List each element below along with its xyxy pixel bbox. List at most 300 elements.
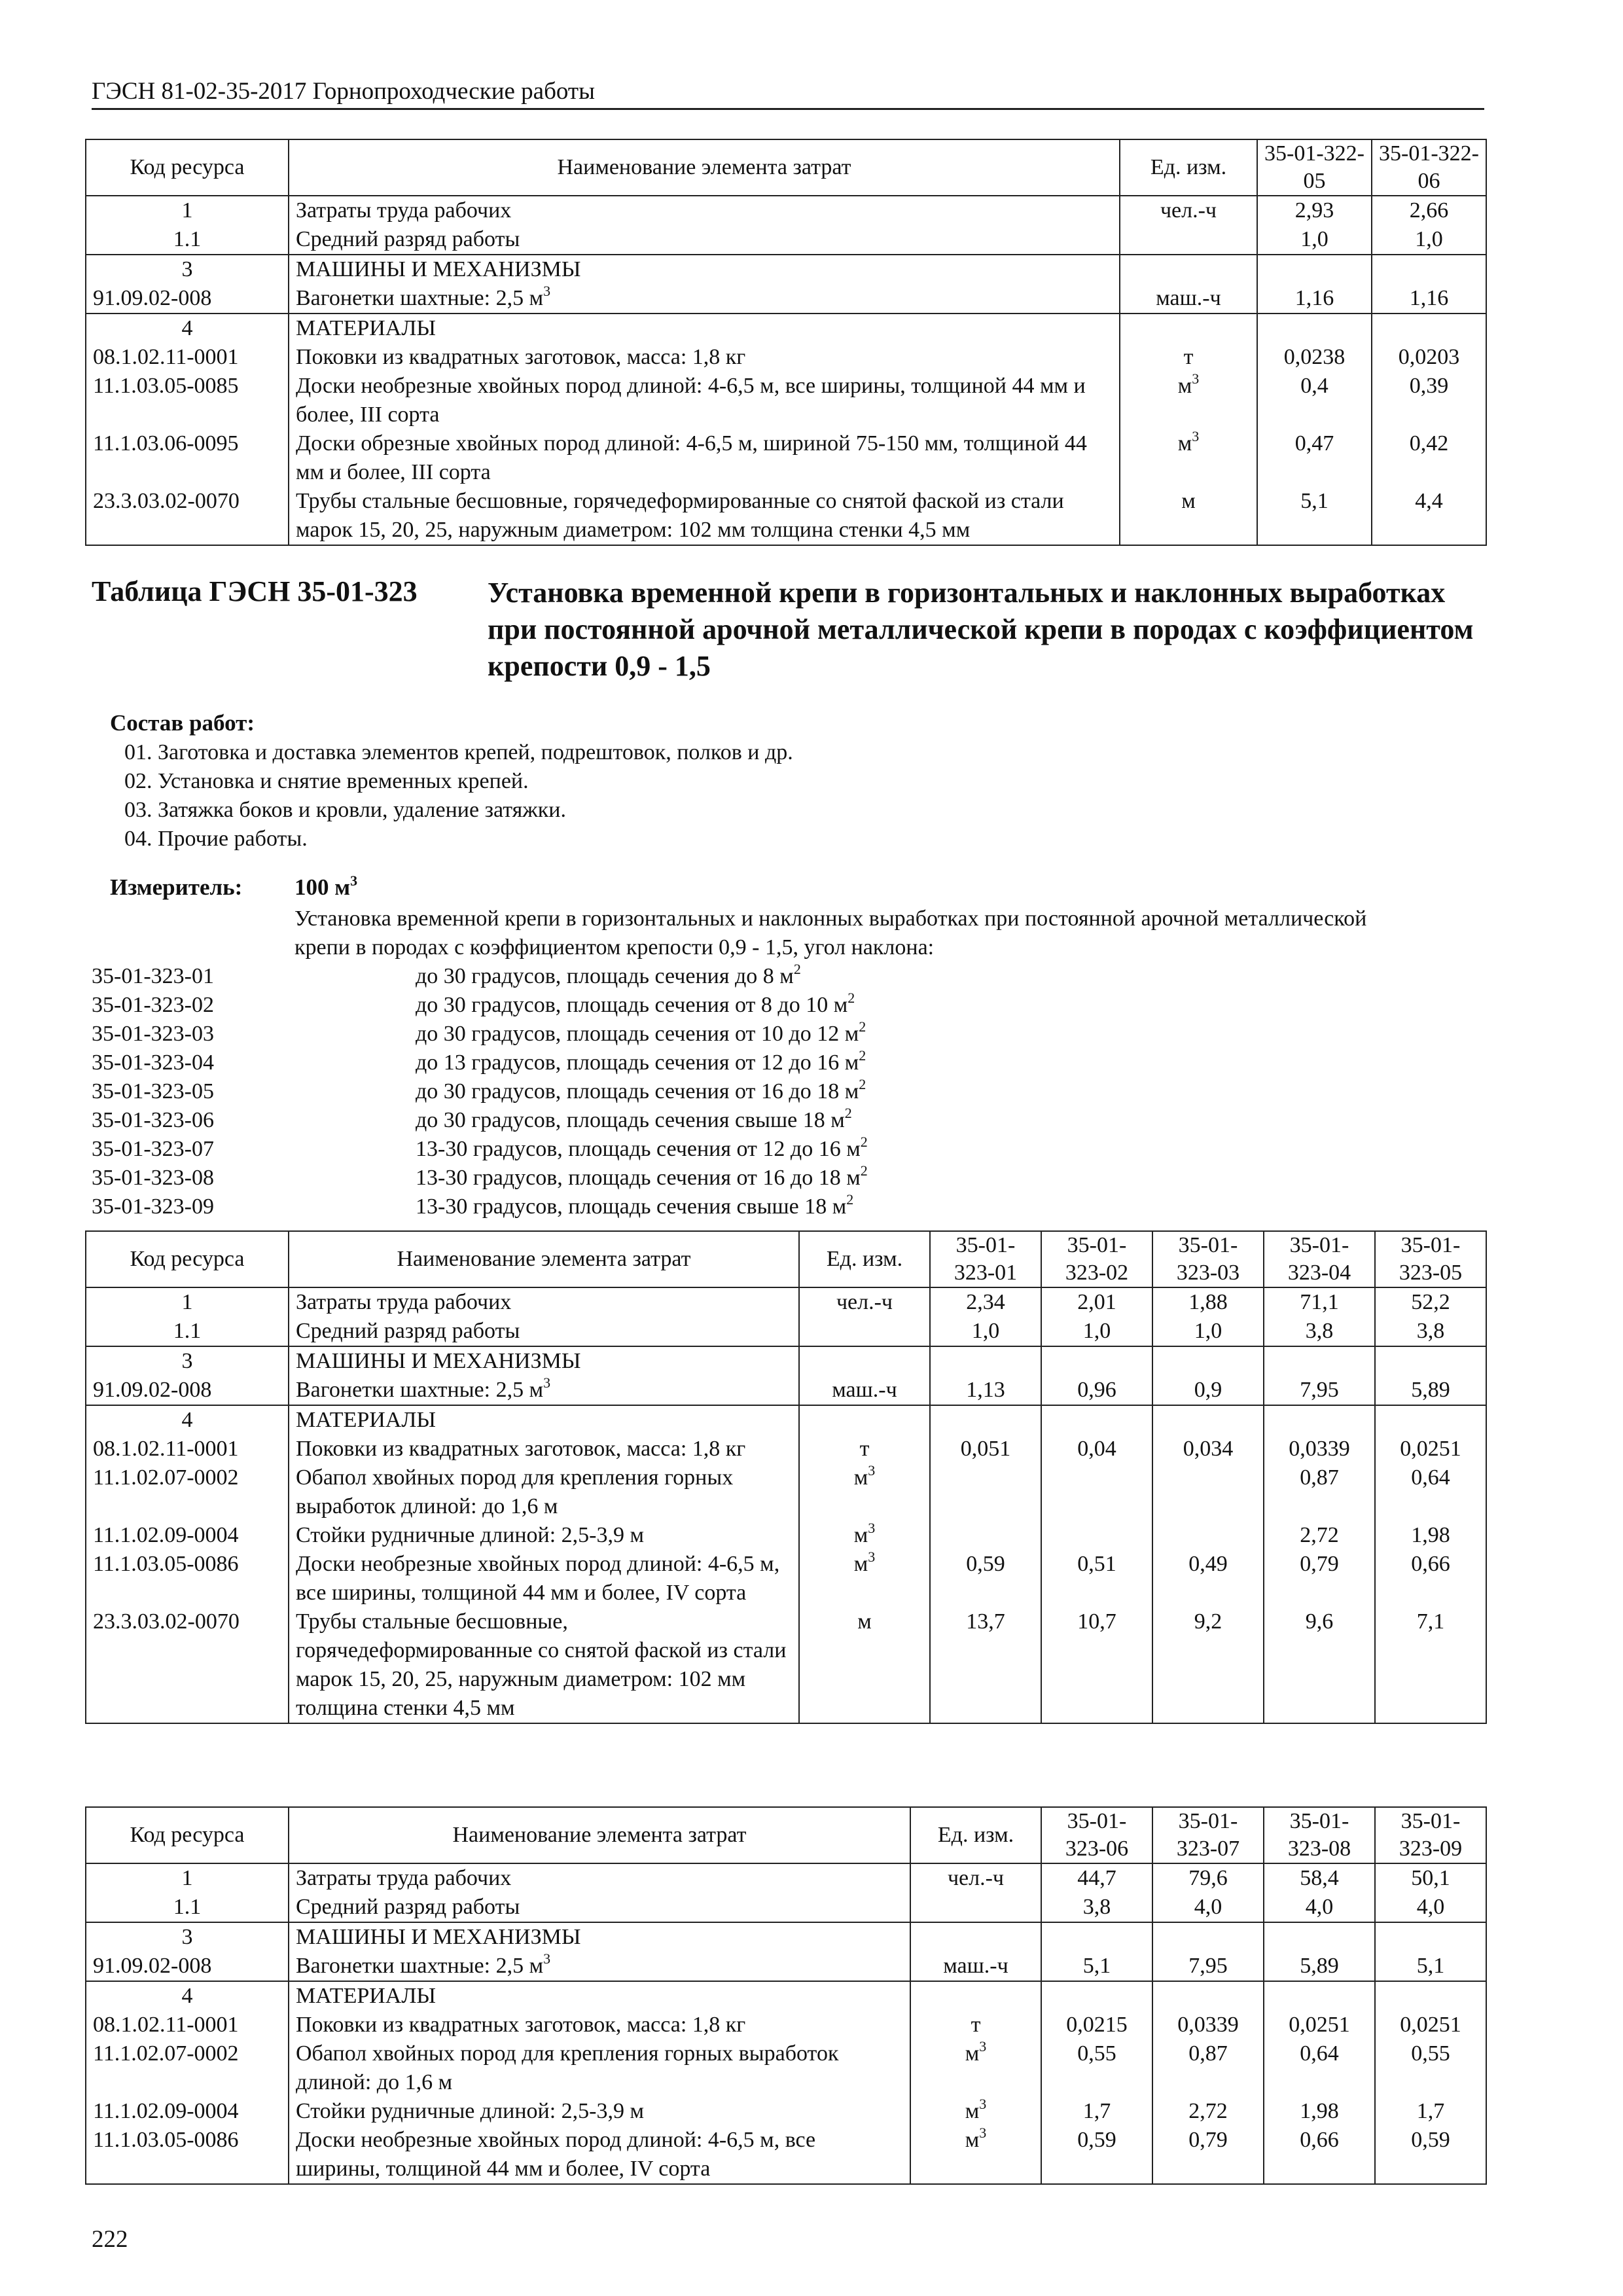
resource-name-text: Доски необрезные хвойных пород длиной: 4-6,5 м, все ширины, толщиной 44 мм и более, IV сорта bbox=[296, 2128, 816, 2181]
norm-code: 35-01-323-09 bbox=[92, 1194, 214, 1219]
norm-value bbox=[1264, 1922, 1375, 1952]
norm-value: 3,8 bbox=[1264, 1317, 1375, 1346]
table-row bbox=[86, 196, 1486, 225]
norm-value: 0,0215 bbox=[1041, 2011, 1152, 2039]
norm-code: 35-01-323-01 bbox=[92, 964, 214, 988]
norm-value: 0,4 bbox=[1257, 372, 1372, 429]
norm-value bbox=[1264, 1346, 1375, 1376]
superscript: 3 bbox=[543, 283, 551, 299]
resource-unit-text: чел.-ч bbox=[836, 1290, 893, 1314]
resource-name-text: Доски необрезные хвойных пород длиной: 4-6,5 м, все ширины, толщиной 44 мм и более, III сорта bbox=[296, 374, 1086, 427]
col-header-code: Код ресурса bbox=[86, 139, 289, 196]
resource-unit bbox=[910, 1952, 1041, 1981]
table-row bbox=[86, 1287, 1486, 1317]
resource-code: 11.1.02.07-0002 bbox=[86, 2039, 289, 2097]
table-row bbox=[86, 1952, 1486, 1981]
norm-code-text: до 30 градусов, площадь сечения от 16 до 18 м bbox=[416, 1079, 859, 1103]
norm-value: 4,0 bbox=[1264, 1893, 1375, 1922]
norm-value: 1,13 bbox=[930, 1376, 1041, 1405]
resource-unit bbox=[910, 1863, 1041, 1893]
col-header-name: Наименование элемента затрат bbox=[289, 1807, 910, 1863]
resource-code: 08.1.02.11-0001 bbox=[86, 2011, 289, 2039]
resource-unit bbox=[799, 1435, 930, 1463]
resource-unit-text: м bbox=[1177, 431, 1192, 456]
resource-name bbox=[289, 1376, 799, 1405]
work-composition-list bbox=[124, 738, 793, 853]
resource-name-text: Доски необрезные хвойных пород длиной: 4-6,5 м, все ширины, толщиной 44 мм и более, IV сорта bbox=[296, 1552, 780, 1605]
resource-table-323-b bbox=[85, 1806, 1487, 2185]
norm-code-desc bbox=[330, 1020, 866, 1049]
norm-value bbox=[1152, 1346, 1264, 1376]
resource-unit bbox=[910, 2126, 1041, 2184]
col-header-norm: 35-01-322-05 bbox=[1257, 139, 1372, 196]
resource-code: 3 bbox=[86, 255, 289, 284]
resource-name bbox=[289, 314, 1120, 343]
table-row bbox=[86, 314, 1486, 343]
resource-code: 4 bbox=[86, 1405, 289, 1435]
table-row bbox=[86, 1922, 1486, 1952]
work-item: 01. Заготовка и доставка элементов крепей, подрештовок, полков и др. bbox=[124, 740, 793, 764]
col-header-unit: Ед. изм. bbox=[799, 1231, 930, 1287]
norm-value: 2,72 bbox=[1152, 2097, 1264, 2126]
norm-value: 0,66 bbox=[1264, 2126, 1375, 2184]
resource-unit-text: маш.-ч bbox=[943, 1954, 1008, 1978]
resource-code: 4 bbox=[86, 1981, 289, 2011]
norm-value bbox=[930, 1521, 1041, 1550]
resource-name bbox=[289, 429, 1120, 487]
superscript: 2 bbox=[793, 961, 801, 977]
superscript: 3 bbox=[1192, 428, 1200, 444]
resource-name bbox=[289, 1981, 910, 2011]
col-header-norm: 35-01-323-09 bbox=[1375, 1807, 1486, 1863]
superscript: 3 bbox=[979, 2125, 987, 2141]
resource-code: 1 bbox=[86, 196, 289, 225]
table-row bbox=[86, 1346, 1486, 1376]
resource-name bbox=[289, 1607, 799, 1723]
norm-value: 1,0 bbox=[1041, 1317, 1152, 1346]
superscript: 3 bbox=[979, 2096, 987, 2112]
resource-code: 1.1 bbox=[86, 225, 289, 255]
resource-name-text: Вагонетки шахтные: 2,5 м bbox=[296, 1378, 544, 1402]
table-row bbox=[86, 2039, 1486, 2097]
resource-name-text: МАТЕРИАЛЫ bbox=[296, 1984, 437, 2008]
norm-code-item bbox=[92, 962, 868, 991]
measure-label: Измеритель: bbox=[110, 874, 243, 900]
resource-unit bbox=[1120, 314, 1257, 343]
resource-name-text: Поковки из квадратных заготовок, масса: 1,8 кг bbox=[296, 2013, 746, 2037]
superscript: 3 bbox=[979, 2038, 987, 2054]
resource-code: 11.1.02.09-0004 bbox=[86, 2097, 289, 2126]
norm-value: 4,0 bbox=[1152, 1893, 1264, 1922]
resource-unit bbox=[799, 1405, 930, 1435]
resource-name bbox=[289, 1405, 799, 1435]
norm-value bbox=[1152, 1405, 1264, 1435]
resource-unit bbox=[910, 1893, 1041, 1922]
resource-name-text: Средний разряд работы bbox=[296, 1319, 520, 1343]
norm-code-item bbox=[92, 991, 868, 1020]
norm-value: 52,2 bbox=[1375, 1287, 1486, 1317]
norm-value: 0,55 bbox=[1375, 2039, 1486, 2097]
resource-name-text: Трубы стальные бесшовные, горячедеформированные со снятой фаской из стали марок 15, 20, 25, наружным диаметром: 102 мм толщина стенки 4,5 мм bbox=[296, 489, 1064, 542]
norm-code-text: 13-30 градусов, площадь сечения свыше 18 м bbox=[416, 1194, 847, 1219]
resource-unit bbox=[799, 1346, 930, 1376]
norm-value: 0,64 bbox=[1375, 1463, 1486, 1521]
col-header-norm: 35-01-323-07 bbox=[1152, 1807, 1264, 1863]
norm-value: 3,8 bbox=[1041, 1893, 1152, 1922]
resource-unit bbox=[910, 1981, 1041, 2011]
col-header-code: Код ресурса bbox=[86, 1231, 289, 1287]
norm-code-item bbox=[92, 1193, 868, 1221]
col-header-name: Наименование элемента затрат bbox=[289, 139, 1120, 196]
norm-value: 0,66 bbox=[1375, 1550, 1486, 1607]
resource-unit-text: чел.-ч bbox=[947, 1866, 1005, 1890]
resource-name-text: МАТЕРИАЛЫ bbox=[296, 316, 437, 340]
resource-unit bbox=[910, 2011, 1041, 2039]
norm-value: 0,79 bbox=[1152, 2126, 1264, 2184]
norm-value: 10,7 bbox=[1041, 1607, 1152, 1723]
norm-value: 1,0 bbox=[1372, 225, 1486, 255]
resource-unit bbox=[910, 2039, 1041, 2097]
resource-name bbox=[289, 2126, 910, 2184]
resource-unit-text: м bbox=[857, 1609, 872, 1634]
norm-code-desc bbox=[330, 1164, 868, 1193]
resource-code: 3 bbox=[86, 1922, 289, 1952]
resource-name-text: Средний разряд работы bbox=[296, 227, 520, 251]
table-row bbox=[86, 255, 1486, 284]
norm-value: 1,0 bbox=[1152, 1317, 1264, 1346]
resource-name bbox=[289, 225, 1120, 255]
resource-code: 91.09.02-008 bbox=[86, 1952, 289, 1981]
norm-code: 35-01-323-05 bbox=[92, 1079, 214, 1103]
resource-name-text: МАШИНЫ И МЕХАНИЗМЫ bbox=[296, 1349, 581, 1373]
resource-name bbox=[289, 1463, 799, 1521]
norm-value: 0,47 bbox=[1257, 429, 1372, 487]
resource-unit bbox=[799, 1376, 930, 1405]
col-header-norm: 35-01-323-08 bbox=[1264, 1807, 1375, 1863]
resource-unit bbox=[1120, 429, 1257, 487]
resource-name-text: Стойки рудничные длиной: 2,5-3,9 м bbox=[296, 1523, 645, 1547]
table-row bbox=[86, 1463, 1486, 1521]
col-header-norm: 35-01-322-06 bbox=[1372, 139, 1486, 196]
norm-code-item bbox=[92, 1164, 868, 1193]
resource-code: 11.1.03.05-0086 bbox=[86, 2126, 289, 2184]
norm-value: 3,8 bbox=[1375, 1317, 1486, 1346]
resource-unit-text: м bbox=[853, 1523, 868, 1547]
norm-value: 5,1 bbox=[1041, 1952, 1152, 1981]
col-header-norm: 35-01-323-01 bbox=[930, 1231, 1041, 1287]
norm-value: 1,7 bbox=[1041, 2097, 1152, 2126]
table-row bbox=[86, 225, 1486, 255]
superscript: 2 bbox=[859, 1076, 866, 1092]
measure-value: 100 $м^3$ bbox=[294, 872, 358, 900]
norm-value bbox=[930, 1405, 1041, 1435]
resource-unit-text: маш.-ч bbox=[832, 1378, 897, 1402]
col-header-unit: Ед. изм. bbox=[1120, 139, 1257, 196]
resource-name-text: Обапол хвойных пород для крепления горных выработок длиной: до 1,6 м bbox=[296, 1465, 734, 1518]
norm-value: 50,1 bbox=[1375, 1863, 1486, 1893]
norm-code-item bbox=[92, 1020, 868, 1049]
table-row bbox=[86, 343, 1486, 372]
resource-name-text: Средний разряд работы bbox=[296, 1895, 520, 1919]
table-label: Таблица ГЭСН 35-01-323 bbox=[92, 575, 418, 607]
norm-value bbox=[1257, 314, 1372, 343]
norm-value: 1,88 bbox=[1152, 1287, 1264, 1317]
norm-value bbox=[1041, 1346, 1152, 1376]
resource-name-text: Доски обрезные хвойных пород длиной: 4-6,5 м, шириной 75-150 мм, толщиной 44 мм и более, III сорта bbox=[296, 431, 1087, 484]
norm-code-text: до 30 градусов, площадь сечения от 8 до 10 м bbox=[416, 993, 848, 1017]
norm-value bbox=[1041, 1463, 1152, 1521]
norm-value: 0,87 bbox=[1152, 2039, 1264, 2097]
col-header-norm: 35-01-323-06 bbox=[1041, 1807, 1152, 1863]
resource-code: 1 bbox=[86, 1863, 289, 1893]
norm-value bbox=[1375, 1981, 1486, 2011]
norm-value: 2,93 bbox=[1257, 196, 1372, 225]
table-row bbox=[86, 1550, 1486, 1607]
resource-unit bbox=[910, 2097, 1041, 2126]
superscript: 2 bbox=[860, 1162, 868, 1179]
norm-code-text: до 30 градусов, площадь сечения до 8 м bbox=[416, 964, 794, 988]
norm-code-desc bbox=[330, 991, 855, 1020]
norm-value: 5,89 bbox=[1375, 1376, 1486, 1405]
norm-code-item bbox=[92, 1135, 868, 1164]
norm-value: 0,59 bbox=[930, 1550, 1041, 1607]
norm-value: 5,1 bbox=[1375, 1952, 1486, 1981]
norm-code: 35-01-323-08 bbox=[92, 1166, 214, 1190]
norm-value: 0,59 bbox=[1041, 2126, 1152, 2184]
resource-name-text: Трубы стальные бесшовные, горячедеформированные со снятой фаской из стали марок 15, 20, 25, наружным диаметром: 102 мм толщина стенки 4,5 мм bbox=[296, 1609, 787, 1720]
resource-unit bbox=[799, 1317, 930, 1346]
resource-unit-text: т bbox=[859, 1437, 870, 1461]
resource-name-text: Затраты труда рабочих bbox=[296, 1290, 512, 1314]
norm-code-text: до 30 градусов, площадь сечения свыше 18 м bbox=[416, 1108, 845, 1132]
norm-value: 2,72 bbox=[1264, 1521, 1375, 1550]
resource-name bbox=[289, 1435, 799, 1463]
resource-unit bbox=[799, 1521, 930, 1550]
resource-name-text: Затраты труда рабочих bbox=[296, 198, 512, 223]
resource-code: 1.1 bbox=[86, 1317, 289, 1346]
norm-value: 0,0203 bbox=[1372, 343, 1486, 372]
norm-value: 1,0 bbox=[1257, 225, 1372, 255]
col-header-norm: 35-01-323-03 bbox=[1152, 1231, 1264, 1287]
norm-value: 0,79 bbox=[1264, 1550, 1375, 1607]
table-row bbox=[86, 429, 1486, 487]
norm-value: 13,7 bbox=[930, 1607, 1041, 1723]
superscript: 2 bbox=[859, 1047, 866, 1064]
resource-code: 11.1.03.05-0086 bbox=[86, 1550, 289, 1607]
resource-unit bbox=[1120, 225, 1257, 255]
norm-value bbox=[1041, 1405, 1152, 1435]
table-row bbox=[86, 1435, 1486, 1463]
col-header-unit: Ед. изм. bbox=[910, 1807, 1041, 1863]
col-header-name: Наименование элемента затрат bbox=[289, 1231, 799, 1287]
norm-value: 2,34 bbox=[930, 1287, 1041, 1317]
resource-unit-text: т bbox=[1183, 345, 1194, 369]
resource-name bbox=[289, 343, 1120, 372]
superscript: 2 bbox=[859, 1018, 866, 1035]
norm-value: 0,0251 bbox=[1264, 2011, 1375, 2039]
resource-name bbox=[289, 1893, 910, 1922]
resource-unit-text: м bbox=[853, 1552, 868, 1576]
resource-code: 1.1 bbox=[86, 1893, 289, 1922]
norm-value: 0,51 bbox=[1041, 1550, 1152, 1607]
resource-name-text: МАШИНЫ И МЕХАНИЗМЫ bbox=[296, 257, 581, 281]
table-row bbox=[86, 487, 1486, 545]
resource-code: 11.1.03.05-0085 bbox=[86, 372, 289, 429]
superscript: 3 bbox=[868, 1520, 876, 1536]
resource-unit bbox=[1120, 487, 1257, 545]
norm-value: 0,39 bbox=[1372, 372, 1486, 429]
table-row bbox=[86, 2097, 1486, 2126]
table-row bbox=[86, 1893, 1486, 1922]
resource-name bbox=[289, 1550, 799, 1607]
norm-value bbox=[1041, 1981, 1152, 2011]
norm-value: 9,2 bbox=[1152, 1607, 1264, 1723]
norm-code-text: 13-30 градусов, площадь сечения от 12 до 16 м bbox=[416, 1137, 861, 1161]
norm-value: 0,42 bbox=[1372, 429, 1486, 487]
resource-name bbox=[289, 1952, 910, 1981]
resource-name bbox=[289, 1317, 799, 1346]
norm-value: 0,051 bbox=[930, 1435, 1041, 1463]
superscript: 3 bbox=[543, 1374, 551, 1391]
norm-code-item bbox=[92, 1049, 868, 1077]
norm-code-desc bbox=[330, 1193, 853, 1221]
col-header-norm: 35-01-323-02 bbox=[1041, 1231, 1152, 1287]
superscript: 3 bbox=[868, 1462, 876, 1479]
resource-unit bbox=[1120, 284, 1257, 314]
resource-code: 11.1.02.07-0002 bbox=[86, 1463, 289, 1521]
norm-value: 0,0251 bbox=[1375, 1435, 1486, 1463]
norm-value bbox=[1372, 314, 1486, 343]
resource-code: 08.1.02.11-0001 bbox=[86, 343, 289, 372]
resource-unit bbox=[799, 1607, 930, 1723]
norm-value: 0,034 bbox=[1152, 1435, 1264, 1463]
resource-unit-text: м bbox=[853, 1465, 868, 1490]
resource-unit bbox=[1120, 255, 1257, 284]
norm-value: 5,1 bbox=[1257, 487, 1372, 545]
norm-value: 0,0339 bbox=[1264, 1435, 1375, 1463]
work-item: 03. Затяжка боков и кровли, удаление затяжки. bbox=[124, 798, 566, 822]
norm-value bbox=[1264, 1405, 1375, 1435]
resource-unit-text: м bbox=[965, 2128, 980, 2152]
resource-code: 1 bbox=[86, 1287, 289, 1317]
norm-code-desc bbox=[330, 962, 801, 991]
resource-name-text: Обапол хвойных пород для крепления горных выработок длиной: до 1,6 м bbox=[296, 2041, 839, 2094]
norm-value bbox=[1372, 255, 1486, 284]
norm-code: 35-01-323-03 bbox=[92, 1022, 214, 1046]
norm-value bbox=[1375, 1346, 1486, 1376]
table-row bbox=[86, 372, 1486, 429]
table-row bbox=[86, 1376, 1486, 1405]
norm-code-item bbox=[92, 1106, 868, 1135]
norm-code: 35-01-323-02 bbox=[92, 993, 214, 1017]
norm-value: 0,0339 bbox=[1152, 2011, 1264, 2039]
resource-unit bbox=[1120, 372, 1257, 429]
table-row bbox=[86, 284, 1486, 314]
work-item: 04. Прочие работы. bbox=[124, 827, 308, 851]
norm-code-desc bbox=[330, 1135, 868, 1164]
norm-value bbox=[1041, 1922, 1152, 1952]
norm-value: 0,96 bbox=[1041, 1376, 1152, 1405]
resource-unit bbox=[799, 1287, 930, 1317]
norm-value: 1,16 bbox=[1372, 284, 1486, 314]
norm-code-desc bbox=[330, 1049, 866, 1077]
resource-unit bbox=[910, 1922, 1041, 1952]
resource-code: 11.1.03.06-0095 bbox=[86, 429, 289, 487]
norm-value: 0,64 bbox=[1264, 2039, 1375, 2097]
norm-value: 0,0251 bbox=[1375, 2011, 1486, 2039]
page-header: ГЭСН 81-02-35-2017 Горнопроходческие работы bbox=[92, 77, 1484, 110]
resource-unit-text: м bbox=[965, 2041, 980, 2066]
resource-name bbox=[289, 255, 1120, 284]
norm-value bbox=[1257, 255, 1372, 284]
resource-unit-text: чел.-ч bbox=[1160, 198, 1217, 223]
resource-unit-text: т bbox=[971, 2013, 981, 2037]
resource-name bbox=[289, 284, 1120, 314]
superscript: 3 bbox=[543, 1950, 551, 1967]
superscript: 2 bbox=[860, 1134, 868, 1150]
resource-code: 08.1.02.11-0001 bbox=[86, 1435, 289, 1463]
resource-name-text: Вагонетки шахтные: 2,5 м bbox=[296, 286, 544, 310]
norm-code-item bbox=[92, 1077, 868, 1106]
resource-name bbox=[289, 487, 1120, 545]
col-header-norm: 35-01-323-04 bbox=[1264, 1231, 1375, 1287]
table-title: Установка временной крепи в горизонтальных и наклонных выработках при постоянной арочной металлической крепи в породах с коэффициентом крепости 0,9 - 1,5 bbox=[488, 577, 1474, 682]
norm-value bbox=[1375, 1405, 1486, 1435]
resource-name-text: МАШИНЫ И МЕХАНИЗМЫ bbox=[296, 1925, 581, 1949]
resource-code: 3 bbox=[86, 1346, 289, 1376]
superscript: 3 bbox=[1192, 370, 1200, 387]
norm-value: 71,1 bbox=[1264, 1287, 1375, 1317]
norm-value: 1,0 bbox=[930, 1317, 1041, 1346]
norm-value: 79,6 bbox=[1152, 1863, 1264, 1893]
norm-value: 4,4 bbox=[1372, 487, 1486, 545]
norm-value: 4,0 bbox=[1375, 1893, 1486, 1922]
norm-value: 44,7 bbox=[1041, 1863, 1152, 1893]
norm-value bbox=[930, 1463, 1041, 1521]
norm-code-list bbox=[92, 962, 868, 1221]
resource-code: 23.3.03.02-0070 bbox=[86, 1607, 289, 1723]
norm-code-text: 13-30 градусов, площадь сечения от 16 до 18 м bbox=[416, 1166, 861, 1190]
resource-name bbox=[289, 2097, 910, 2126]
resource-name bbox=[289, 1922, 910, 1952]
resource-unit-text: маш.-ч bbox=[1156, 286, 1221, 310]
norm-value: 0,9 bbox=[1152, 1376, 1264, 1405]
table-row bbox=[86, 1521, 1486, 1550]
resource-name-text: Затраты труда рабочих bbox=[296, 1866, 512, 1890]
resource-unit-text: м bbox=[1177, 374, 1192, 398]
norm-value: 2,01 bbox=[1041, 1287, 1152, 1317]
table-row bbox=[86, 1607, 1486, 1723]
norm-value: 1,16 bbox=[1257, 284, 1372, 314]
resource-name bbox=[289, 372, 1120, 429]
norm-value: 7,1 bbox=[1375, 1607, 1486, 1723]
norm-value: 0,0238 bbox=[1257, 343, 1372, 372]
norm-code: 35-01-323-07 bbox=[92, 1137, 214, 1161]
resource-code: 91.09.02-008 bbox=[86, 284, 289, 314]
resource-unit bbox=[799, 1550, 930, 1607]
resource-name bbox=[289, 1287, 799, 1317]
norm-value bbox=[1041, 1521, 1152, 1550]
norm-value bbox=[1152, 1521, 1264, 1550]
resource-name-text: Поковки из квадратных заготовок, масса: 1,8 кг bbox=[296, 345, 746, 369]
norm-value bbox=[930, 1346, 1041, 1376]
work-composition-label: Состав работ: bbox=[110, 710, 255, 736]
resource-name bbox=[289, 196, 1120, 225]
norm-value: 7,95 bbox=[1264, 1376, 1375, 1405]
resource-code: 4 bbox=[86, 314, 289, 343]
page-number: 222 bbox=[92, 2226, 128, 2253]
norm-code: 35-01-323-06 bbox=[92, 1108, 214, 1132]
